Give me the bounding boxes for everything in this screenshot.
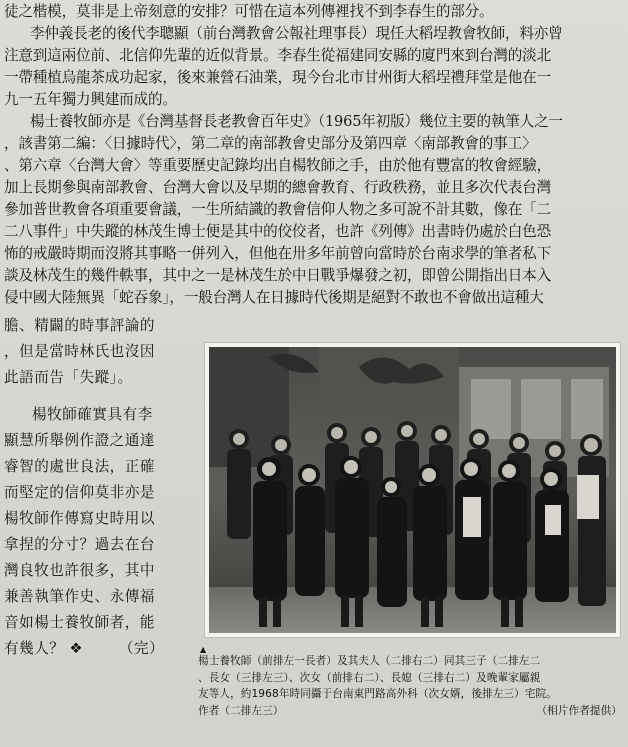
photo-credit: （相片作者提供） — [536, 704, 622, 717]
article-line: 、第六章〈台灣大會〉等重要歷史記錄均出自楊牧師之手，由於他有豐富的牧會經驗， — [4, 157, 551, 174]
article-line: 談及林茂生的幾件軼事，其中之一是林茂生於中日戰爭爆發之初，即曾公開指出日本入 — [4, 267, 551, 284]
article-line: ，但是當時林氏也沒因 — [4, 343, 155, 360]
article-line: 楊士養牧師亦是《台灣基督長老教會百年史》（1965年初版）幾位主要的執筆人之一 — [30, 113, 563, 130]
article-line: 九一五年獨力興建而成的。 — [4, 91, 177, 108]
article-line: 楊牧師確實具有李 — [32, 406, 153, 423]
article-line: 一帶種植烏龍茶成功起家，後來兼營石油業，現今台北市甘州街大稻埕禮拜堂是他在一 — [4, 69, 551, 86]
article-line: 李仲義長老的後代李聰顯（前台灣教會公報社理事長）現任大稻埕教會牧師，料亦曾 — [30, 25, 563, 42]
caption-marker-icon: ▲ — [200, 645, 207, 654]
article-line: 侵中國大陸無異「蛇吞象」，一般台灣人在日據時代後期是絕對不敢也不會做出這種大 — [4, 289, 544, 306]
caption-credit-row — [198, 703, 622, 720]
article-line: ，該書第二編：〈日據時代〉，第二章的南部教會史部分及第四章〈南部教會的事工〉 — [4, 135, 537, 152]
article-line: 怖的戒嚴時期而沒將其事略一併列入，但他在卅多年前曾向當時於台南求學的筆者私下 — [4, 245, 551, 262]
article-line: 注意到這兩位前、北信仰先輩的近似背景。李春生從福建同安縣的廈門來到台灣的淡北 — [4, 47, 551, 64]
article-last-line — [4, 636, 200, 663]
article-line: 灣良牧也許很多，其中 — [4, 562, 155, 579]
group-photo-image — [209, 347, 616, 633]
end-marker-text: （完） — [118, 640, 165, 657]
caption-line: 友等人，約1968年時同攝于台南東門路高外科（次女婿，後排左三）宅院。 — [198, 688, 557, 700]
article-line: 兼善執筆作史、永傳福 — [4, 588, 155, 605]
article-line: 拿捏的分寸？過去在台 — [4, 536, 155, 553]
caption-line: 、長女（三排左三）、次女（前排右二）、長媳（三排右二）及晚輩家屬親 — [198, 671, 541, 684]
article-line: 睿智的處世良法，正確 — [4, 458, 155, 475]
article-line: 加上長期參與南部教會、台灣大會以及早期的總會教育、行政秩務，並且多次代表台灣 — [4, 179, 551, 196]
last-line-text: 有幾人？ — [4, 640, 65, 657]
caption-line: 作者（二排左三） — [198, 704, 284, 717]
caption-line: 楊士養牧師（前排左一長者）及其夫人（二排右二）同其三子（二排左二 — [198, 655, 541, 667]
article-line: 參加普世教會各項重要會議，一生所結識的教會信仰人物之多可說不計其數，像在「二 — [4, 201, 551, 218]
article-line: 膽、精闢的時事評論的 — [4, 317, 155, 334]
article-line: 此語而告「失蹤」。 — [4, 369, 133, 386]
article-line: 而堅定的信仰莫非亦是 — [4, 484, 155, 501]
article-line: 楊牧師作傳寫史時用以 — [4, 510, 155, 527]
photo-caption — [198, 653, 622, 719]
end-ornament-icon: ❖ — [69, 640, 83, 657]
photo-frame — [205, 343, 620, 637]
article-line: 顯慧所舉例作證之通達 — [4, 432, 155, 449]
group-photo — [209, 347, 616, 633]
article-line: 二八事件」中失蹤的林茂生博士便是其中的佼佼者，也許《列傳》出書時仍處於白色恐 — [4, 223, 551, 240]
article-line: 徒之楷模，莫非是上帝刻意的安排？可惜在這本列傳裡找不到李春生的部分。 — [4, 3, 494, 20]
article-line: 音如楊士養牧師者，能 — [4, 614, 155, 631]
